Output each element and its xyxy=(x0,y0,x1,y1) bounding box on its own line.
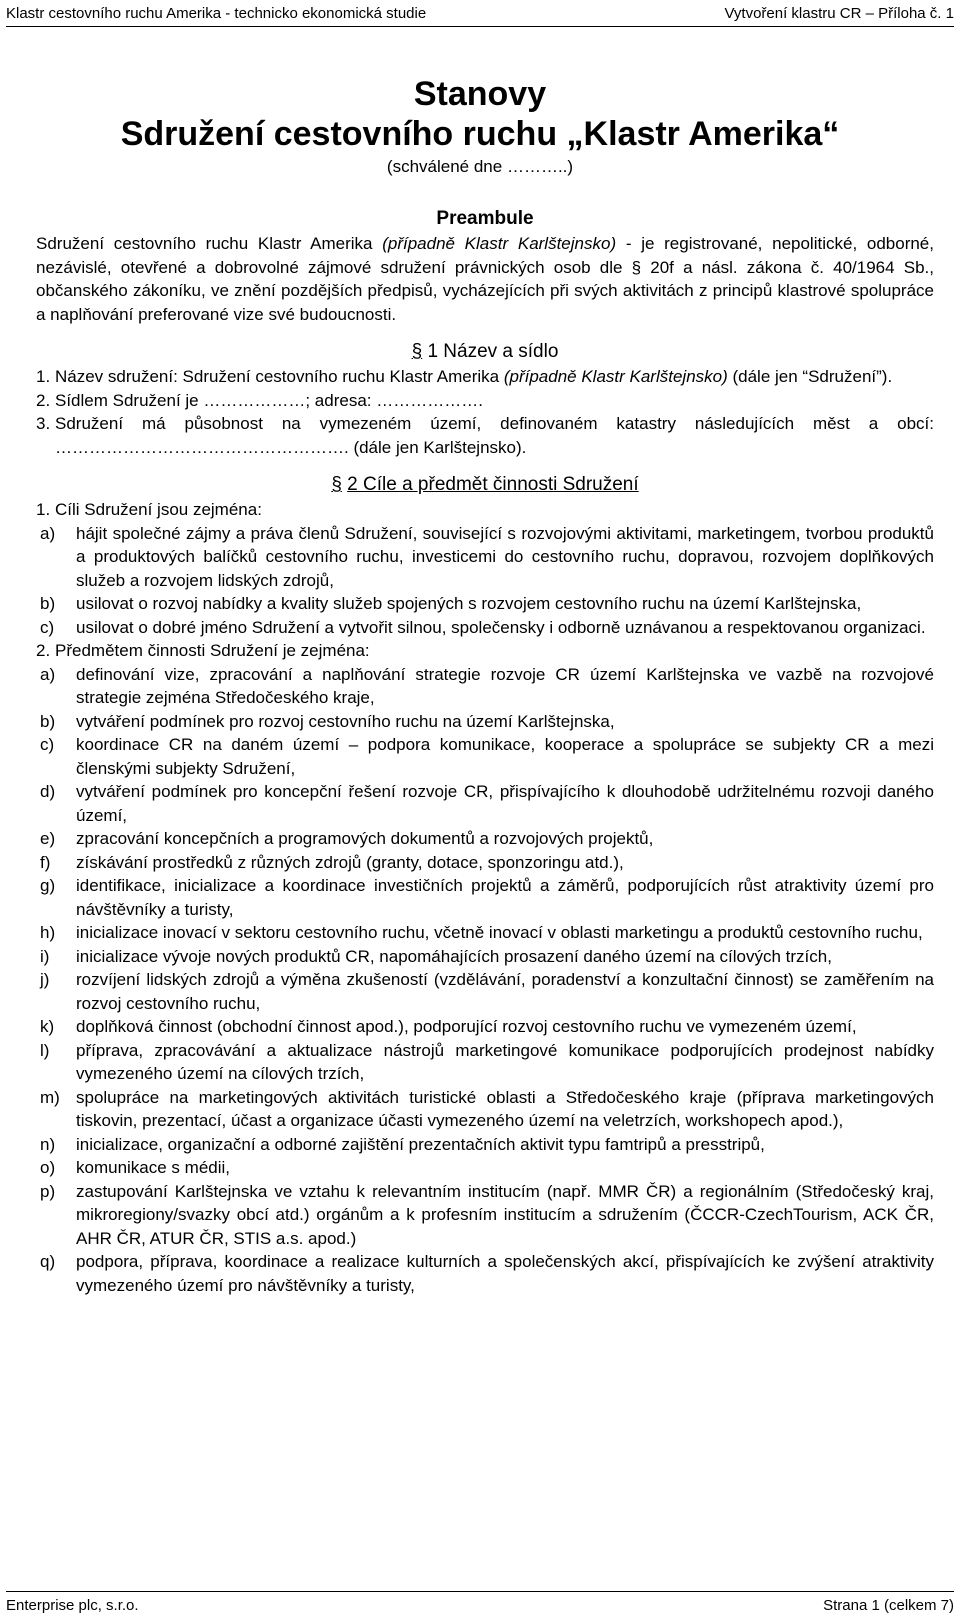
sub-item-text: rozvíjení lidských zdrojů a výměna zkušeností (vzdělávání, poradenství a konzultační činnost) se zaměřením na rozvoj cestovního ruchu, xyxy=(76,970,934,1013)
item-number: 2. xyxy=(36,641,51,660)
sub-list-item xyxy=(40,968,934,1015)
header-right: Vytvoření klastru CR – Příloha č. 1 xyxy=(724,4,954,22)
sub-list-item xyxy=(40,1156,934,1180)
sub-item-text: vytváření podmínek pro koncepční řešení rozvoje CR, přispívajícího k dlouhodobě udržitelnému rozvoji daného území, xyxy=(76,782,934,825)
approval-date: (schválené dne ………..) xyxy=(386,157,574,176)
sub-list-item xyxy=(40,733,934,780)
sub-item-text: spolupráce na marketingových aktivitách turistické oblasti a Středočeského kraje (příprava marketingových tiskovin, prezentací, účast a organizace účasti vymezeného území na veletrzích, workshopech apod.), xyxy=(76,1087,934,1130)
sub-item-text: komunikace s médii, xyxy=(76,1158,231,1177)
item-text xyxy=(55,365,934,389)
list-item xyxy=(36,389,934,413)
document-body xyxy=(36,206,934,1297)
sub-item-text: inicializace, organizační a odborné zajištění prezentačních aktivit typu famtripů a presstripů, xyxy=(76,1134,765,1154)
item-text-part: Sdružení má působnost na vymezeném území, definovaném katastry následujících měst a obcí: ……………………………………………. (dále jen Karlštejnsko). xyxy=(55,414,934,457)
sub-item-letter: d) xyxy=(40,782,56,801)
section-2-list xyxy=(36,498,934,1297)
sub-list-item xyxy=(40,592,934,616)
sub-item-text: příprava, zpracovávání a aktualizace nástrojů marketingové komunikace podporujících prodejnost nabídky vymezeného území na cílových trzích, xyxy=(76,1040,934,1083)
sub-item-text: usilovat o rozvoj nabídky a kvality služeb spojených s rozvojem cestovního ruchu na území Karlštejnska, xyxy=(76,594,862,613)
sub-list-item xyxy=(40,522,934,593)
sub-list-item xyxy=(40,710,934,734)
sub-item-letter: h) xyxy=(40,923,56,942)
sub-list-item xyxy=(40,827,934,851)
sub-item-text: vytváření podmínek pro rozvoj cestovního ruchu na území Karlštejnska, xyxy=(76,711,615,731)
page-footer xyxy=(6,1591,954,1618)
sub-item-letter: q) xyxy=(40,1252,56,1271)
item-number: 1. xyxy=(36,367,51,386)
list-item xyxy=(36,365,934,389)
sub-item-letter: b) xyxy=(40,711,56,731)
sub-list-item xyxy=(40,921,934,945)
sub-item-text: získávání prostředků z různých zdrojů (granty, dotace, sponzoringu atd.), xyxy=(76,852,624,872)
item-number: 1. xyxy=(36,500,51,519)
sub-item-text: zpracování koncepčních a programových dokumentů a rozvojových projektů, xyxy=(76,829,654,848)
sub-item-text: identifikace, inicializace a koordinace investičních projektů a záměrů, podporujících růst atraktivity území pro návštěvníky a turisty, xyxy=(76,876,934,919)
sub-item-letter: f) xyxy=(40,852,51,872)
item-number: 2. xyxy=(36,390,51,410)
footer-right: Strana 1 (celkem 7) xyxy=(823,1596,954,1614)
sub-list-item xyxy=(40,851,934,875)
doc-subtitle: Sdružení cestovního ruchu „Klastr Amerika“ xyxy=(120,115,840,153)
sub-item-letter: c) xyxy=(40,735,55,754)
section-2-heading: § 2 Cíle a předmět činnosti Sdružení xyxy=(331,474,639,495)
sub-item-letter: a) xyxy=(40,664,56,684)
page-header xyxy=(6,0,954,27)
item-text-part: (dále jen “Sdružení”). xyxy=(727,367,893,386)
item-text-italic: (případně Klastr Karlštejnsko) xyxy=(503,367,728,386)
sub-item-text: definování vize, zpracování a naplňování strategie rozvoje CR území Karlštejnska ve vazbě na rozvojové strategie zejména Středočeského kraje, xyxy=(76,664,934,707)
sub-item-letter: i) xyxy=(40,946,50,966)
sub-item-text: inicializace inovací v sektoru cestovního ruchu, včetně inovací v oblasti marketingu a produktů cestovního ruchu, xyxy=(76,923,923,942)
sub-item-text: zastupování Karlštejnska ve vztahu k relevantním institucím (např. MMR ČR) a regionálním (Středočeský kraj, mikroregiony/svazky obcí atd.) orgánům a k profesním institucím a sdružením (ČCCR-CzechTourism, ACK ČR, AHR ČR, ATUR ČR, STIS a.s. apod.) xyxy=(76,1181,934,1248)
item-text xyxy=(55,412,934,459)
sub-list-item xyxy=(40,1086,934,1133)
list-item xyxy=(36,639,934,663)
list-item xyxy=(36,498,934,522)
item-text xyxy=(55,389,934,413)
section-1-heading: § 1 Název a sídlo xyxy=(411,341,559,362)
sub-item-letter: g) xyxy=(40,876,56,895)
list-item xyxy=(36,412,934,459)
sub-item-text: podpora, příprava, koordinace a realizace kulturních a společenských akcí, přispívajících ke zvýšení atraktivity vymezeného území pro návštěvníky a turisty, xyxy=(76,1252,934,1295)
sub-item-letter: l) xyxy=(40,1040,50,1060)
header-left: Klastr cestovního ruchu Amerika - technicko ekonomická studie xyxy=(6,4,427,22)
preamble-heading: Preambule xyxy=(436,208,534,229)
sub-item-text: doplňková činnost (obchodní činnost apod.), podporující rozvoj cestovního ruchu ve vymezeném území, xyxy=(76,1017,857,1036)
doc-title: Stanovy xyxy=(413,75,547,113)
preamble-text: Sdružení cestovního ruchu Klastr Amerika (případně Klastr Karlštejnsko) - je registrované, nepolitické, odborné, nezávislé, otevřené a dobrovolné zájmové sdružení právnických osob dle § 20f a násl. zákona č. 40/1964 Sb., občanského zákoníku, ve znění pozdějších předpisů, vycházejících při svých aktivitách z principů klastrové spolupráce a naplňování preferované vize své budoucnosti. xyxy=(36,234,934,324)
sub-item-text: hájit společné zájmy a práva členů Sdružení, související s rozvojovými aktivitami, marketingem, tvorbou produktů a produktových balíčků cestovního ruchu, investicemi do cestovního ruchu, dopravou, rozvojem doplňkových služeb a rozvojem lidských zdrojů, xyxy=(76,523,934,590)
sub-item-letter: p) xyxy=(40,1181,56,1201)
sub-list-item xyxy=(40,663,934,710)
sub-item-text: inicializace vývoje nových produktů CR, napomáhajících prosazení daného území na cílových trzích, xyxy=(76,946,832,966)
sub-list-item xyxy=(40,1133,934,1157)
sub-item-letter: c) xyxy=(40,617,55,637)
sub-list-item xyxy=(40,945,934,969)
sub-list-item xyxy=(40,780,934,827)
sub-list-item xyxy=(40,616,934,640)
item-text: Předmětem činnosti Sdružení je zejména: xyxy=(55,641,370,660)
section-1-list xyxy=(36,365,934,459)
footer-left: Enterprise plc, s.r.o. xyxy=(6,1596,139,1614)
sub-item-letter: j) xyxy=(40,970,50,989)
sub-list-item xyxy=(40,1015,934,1039)
sub-item-letter: b) xyxy=(40,594,56,613)
sub-list-item xyxy=(40,1250,934,1297)
sub-item-text: koordinace CR na daném území – podpora komunikace, kooperace a spolupráce se subjekty CR a mezi členskými subjekty Sdružení, xyxy=(76,735,934,778)
item-text-part: Název sdružení: Sdružení cestovního ruchu Klastr Amerika xyxy=(55,367,504,386)
item-text-part: Sídlem Sdružení je ………………; adresa: ………………. xyxy=(55,390,483,410)
sub-list-item xyxy=(40,1039,934,1086)
sub-item-letter: a) xyxy=(40,523,56,543)
sub-list-item xyxy=(40,874,934,921)
sub-item-letter: e) xyxy=(40,829,56,848)
sub-item-letter: m) xyxy=(40,1087,60,1107)
item-number: 3. xyxy=(36,414,51,433)
sub-item-letter: o) xyxy=(40,1158,56,1177)
sub-item-text: usilovat o dobré jméno Sdružení a vytvořit silnou, společensky i odborně uznávanou a respektovanou organizaci. xyxy=(76,617,926,637)
sub-list-item xyxy=(40,1180,934,1251)
sub-item-letter: k) xyxy=(40,1017,55,1036)
sub-item-letter: n) xyxy=(40,1134,56,1154)
item-text: Cíli Sdružení jsou zejména: xyxy=(55,500,262,519)
